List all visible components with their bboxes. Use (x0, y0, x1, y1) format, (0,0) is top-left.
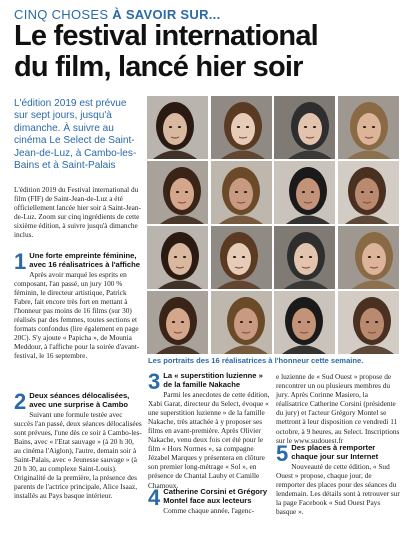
section-number: 5 (276, 441, 289, 466)
kicker-bold: À SAVOIR SUR... (112, 7, 221, 22)
section-4 (148, 485, 272, 515)
headline-line-2: du film, lancé hier soir (14, 51, 303, 83)
section-2 (14, 389, 142, 501)
article-intro: L'édition 2019 du Festival international du film (FIF) de Saint-Jean-de-Luz a été officiellement lancée hier soir à Saint-Jean-de-Luz. Zoom sur cinq ingrédients de cette sixième édition, à suivre jusqu'à dimanche inclus. (14, 185, 141, 240)
section-number: 2 (14, 389, 27, 414)
section-subtitle: Deux séances délocalisées, avec une surprise à Cambo (29, 391, 130, 409)
director-portrait (211, 226, 272, 289)
section-body: Comme chaque année, l'agenc- (163, 505, 255, 515)
section-3 (148, 369, 272, 490)
section-body: Après avoir marqué les esprits en composant, l'an passé, un jury 100 % féminin, le directeur artistique, Patrick Fabre, fait encore très fort en mettant à l'honneur pas moins de 16 films (sur 30) réalisés par des femmes, toutes sections et formats confondus (lire également en page 20C). S'y ajoute « Papicha », de Mounia Meddour, à l'affiche pour la soirée d'avant-festival, le 16 septembre. (14, 269, 140, 361)
section-number: 1 (14, 249, 27, 274)
section-body: Nouveauté de cette édition, « Sud Ouest » propose, chaque jour, de remporter des places pour des séances du lendemain. Les détails sont à retrouver sur la page Facebook « Sud Ouest Pays basque ». (276, 461, 400, 517)
director-portrait (147, 291, 208, 354)
director-portrait (211, 291, 272, 354)
section-5 (276, 441, 400, 517)
director-portrait (147, 96, 208, 159)
photo-caption: Les portraits des 16 réalisatrices à l'honneur cette semaine. (148, 356, 364, 365)
director-portrait (274, 96, 335, 159)
director-portrait (147, 226, 208, 289)
headline-line-1: Le festival international (14, 20, 318, 52)
director-portrait (147, 161, 208, 224)
article-headline (14, 21, 399, 83)
section-subtitle: Une forte empreinte féminine, avec 16 réalisatrices à l'affiche (29, 251, 140, 269)
continued-text: e luzienne de « Sud Ouest » propose de rencontrer un ou plusieurs membres du jury. Après Corinne Masiero, la réalisatrice Catherine Corsini (présidente du jury) et l'acteur Grégory Montel se mettront à leur disposition ce vendredi 11 octobre, à 9 heures, au Select. Inscriptions sur le www.sudouest.fr (276, 372, 400, 445)
director-portrait (338, 161, 399, 224)
director-portrait (274, 291, 335, 354)
director-portrait (211, 161, 272, 224)
section-number: 4 (148, 485, 161, 510)
section-number: 3 (148, 369, 161, 394)
section-4-continued (276, 372, 400, 445)
section-body: Parmi les anecdotes de cette édition, Xabi Garat, directeur du Select, évoque « une superstition luzienne » de la famille Nakache, très attachée à y proposer ses films en avant-première. Après Olivier Nakache, venu deux fois cet été pour le film « Hors Normes », sa compagne Jézabel Marques y présentera en clôture son premier long-métrage « Sol », en présence de Chantal Lauby et Camille Chamoux. (148, 389, 270, 490)
article-lead: L'édition 2019 est prévue sur sept jours, jusqu'à dimanche. À suivre au cinéma Le Select de Saint-Jean-de-Luz, à Cambo-les-Bains et à Saint-Palais (14, 98, 137, 172)
section-body: Suivant une formule testée avec succès l'an passé, deux séances délocalisées sont prévues, l'une dès ce soir à Cambo-les-Bains, avec « l'Etat sauvage » (à 20 h 30, au cinéma l'Aiglon), l'autre, demain soir à Saint-Palais, avec « Jeunesse sauvage » (à 20 h 30, au complexe Saint-Louis). Originalité de la première, la présence des parents de l'actrice principale, Alice Isaaz, installés au Pays basque intérieur. (14, 409, 142, 501)
director-portrait (338, 291, 399, 354)
director-portrait (274, 161, 335, 224)
director-portrait (274, 226, 335, 289)
section-subtitle: La « superstition luzienne » de la famille Nakache (163, 371, 263, 389)
section-subtitle: Des places à remporter chaque jour sur Internet (291, 443, 379, 461)
director-portraits-grid (147, 96, 398, 354)
section-1 (14, 249, 142, 361)
kicker-plain: CINQ CHOSES (14, 7, 113, 22)
section-subtitle: Catherine Corsini et Grégory Montel face aux lecteurs (163, 487, 268, 505)
section-body-continued (276, 372, 400, 445)
director-portrait (211, 96, 272, 159)
director-portrait (338, 226, 399, 289)
director-portrait (338, 96, 399, 159)
